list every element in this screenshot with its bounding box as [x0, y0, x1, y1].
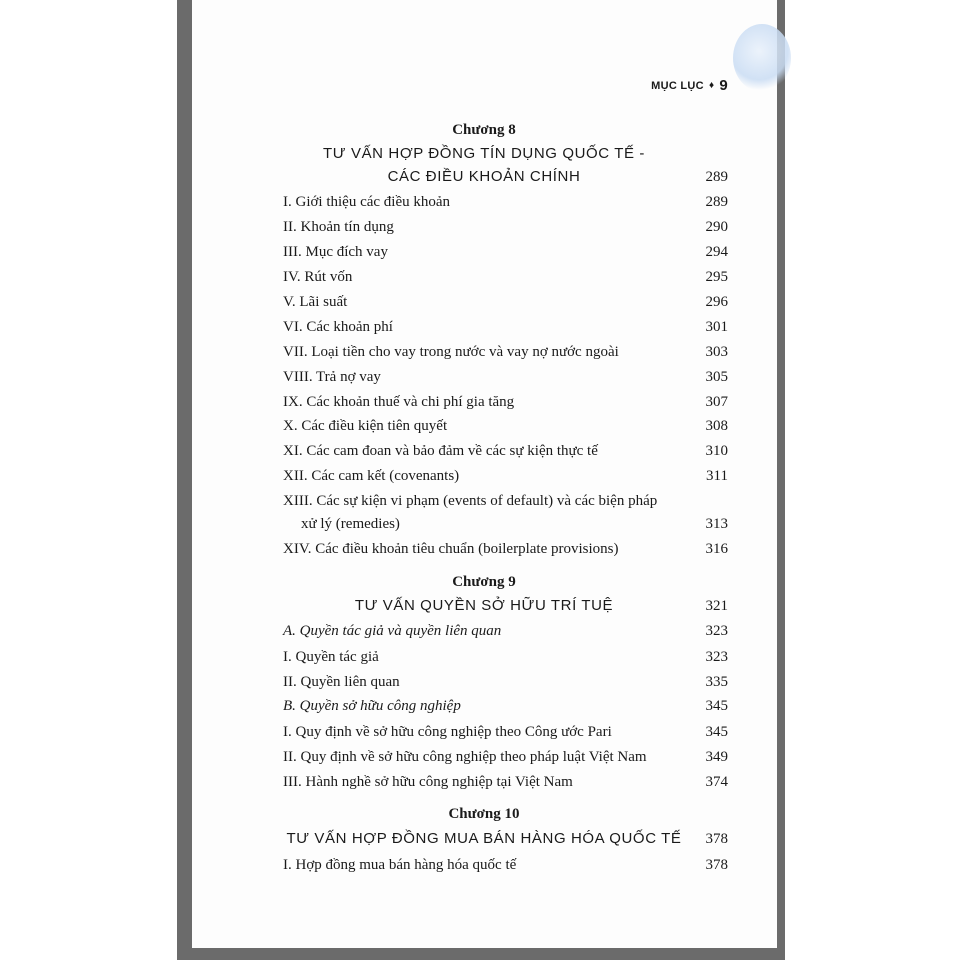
toc-entry-label: IX. Các khoản thuế và chi phí gia tăng: [283, 394, 515, 410]
toc-entry[interactable]: [283, 770, 728, 794]
toc-entry[interactable]: [283, 537, 728, 561]
toc-entry-label: III. Mục đích vay: [283, 244, 388, 260]
toc-page-number: 289: [705, 194, 728, 210]
toc-page-number: 305: [705, 369, 728, 385]
toc-entry-label: A. Quyền tác giả và quyền liên quan: [283, 623, 502, 639]
chapter-heading: [283, 594, 728, 618]
toc-entry[interactable]: [283, 720, 728, 744]
chapter-title: Chương 9: [452, 574, 516, 590]
toc-entry[interactable]: [283, 190, 728, 214]
toc-entry-label: X. Các điều kiện tiên quyết: [283, 418, 448, 434]
toc-entry[interactable]: [283, 489, 728, 513]
toc-entry-label: II. Quy định về sở hữu công nghiệp theo pháp luật Việt Nam: [283, 749, 647, 765]
toc-entry[interactable]: [283, 340, 728, 364]
toc-page-number: 294: [705, 244, 728, 260]
chapter-title: Chương 10: [448, 806, 520, 822]
toc-entry-label: I. Giới thiệu các điều khoản: [283, 194, 451, 210]
toc-entry-label: XIV. Các điều khoản tiêu chuẩn (boilerplate provisions): [283, 541, 619, 557]
toc-page-number: 289: [705, 169, 728, 185]
chapter-heading: [283, 142, 728, 166]
page-number: 9: [719, 77, 728, 94]
toc-entry[interactable]: [283, 694, 728, 718]
toc-entry[interactable]: [283, 290, 728, 314]
toc-page-number: 321: [705, 598, 728, 614]
toc-page-number: 349: [705, 749, 728, 765]
toc-page-number: 378: [705, 831, 728, 847]
toc-entry-label: I. Quyền tác giả: [283, 649, 379, 665]
toc-page-number: 303: [705, 344, 728, 360]
watermark-logo: [733, 24, 791, 92]
toc-page-number: 374: [705, 774, 728, 790]
toc-entry[interactable]: [283, 265, 728, 289]
toc-entry-label: XII. Các cam kết (covenants): [283, 468, 460, 484]
chapter-heading: [283, 165, 728, 189]
toc-page-number: 311: [706, 468, 728, 484]
toc-entry[interactable]: [283, 365, 728, 389]
toc-page-number: 296: [705, 294, 728, 310]
toc-entry-label: I. Hợp đồng mua bán hàng hóa quốc tế: [283, 857, 517, 873]
toc-entry[interactable]: [283, 315, 728, 339]
toc-page-number: 335: [705, 674, 728, 690]
chapter-heading-line: CÁC ĐIỀU KHOẢN CHÍNH: [387, 168, 581, 185]
toc-entry-label: XI. Các cam đoan và bảo đảm về các sự kiện thực tế: [283, 443, 598, 459]
toc-entry-label: V. Lãi suất: [283, 294, 348, 310]
toc-entry-label: I. Quy định về sở hữu công nghiệp theo Công ước Pari: [283, 724, 612, 740]
toc-entry[interactable]: [283, 645, 728, 669]
toc-entry-label: II. Khoản tín dụng: [283, 219, 394, 235]
chapter-heading-line: TƯ VẤN HỢP ĐỒNG TÍN DỤNG QUỐC TẾ -: [323, 145, 645, 162]
toc-page-number: 345: [705, 724, 728, 740]
diamond-icon: ♦: [708, 80, 715, 91]
toc-entry-label: xử lý (remedies): [301, 516, 400, 532]
toc-entry-label: VI. Các khoản phí: [283, 319, 393, 335]
toc-entry-label: VIII. Trả nợ vay: [283, 369, 381, 385]
chapter-heading: [283, 827, 728, 851]
toc-entry[interactable]: [283, 439, 728, 463]
toc-entry[interactable]: [283, 240, 728, 264]
toc-entry[interactable]: [283, 464, 728, 488]
chapter-title: Chương 8: [452, 122, 516, 138]
chapter-heading-line: TƯ VẤN QUYỀN SỞ HỮU TRÍ TUỆ: [354, 597, 614, 614]
toc-page-number: 316: [705, 541, 728, 557]
toc-entry[interactable]: [283, 512, 728, 536]
toc-entry-label: B. Quyền sở hữu công nghiệp: [283, 698, 461, 714]
toc-page-number: 313: [705, 516, 728, 532]
toc-entry[interactable]: [283, 619, 728, 643]
toc-entry-label: XIII. Các sự kiện vi phạm (events of default) và các biện pháp: [283, 493, 658, 509]
toc-page-number: 323: [705, 623, 728, 639]
toc-page-number: 323: [705, 649, 728, 665]
toc-entry[interactable]: [283, 853, 728, 877]
toc-page-number: 301: [705, 319, 728, 335]
toc-entry-label: VII. Loại tiền cho vay trong nước và vay nợ nước ngoài: [283, 344, 619, 360]
toc-page-number: 290: [705, 219, 728, 235]
toc-page-number: 308: [705, 418, 728, 434]
toc-entry[interactable]: [283, 670, 728, 694]
toc-entry[interactable]: [283, 390, 728, 414]
chapter-heading-line: TƯ VẤN HỢP ĐỒNG MUA BÁN HÀNG HÓA QUỐC TẾ: [286, 830, 682, 847]
toc-page-number: 307: [705, 394, 728, 410]
toc-entry-label: II. Quyền liên quan: [283, 674, 400, 690]
running-head: [651, 77, 728, 94]
section-title: MỤC LỤC: [651, 79, 704, 92]
toc-entry[interactable]: [283, 414, 728, 438]
toc-page-number: 345: [705, 698, 728, 714]
toc-entry-label: IV. Rút vốn: [283, 269, 353, 285]
toc-entry[interactable]: [283, 745, 728, 769]
toc-page-number: 295: [705, 269, 728, 285]
toc-page-number: 378: [705, 857, 728, 873]
toc-entry-label: III. Hành nghề sở hữu công nghiệp tại Việt Nam: [283, 774, 573, 790]
toc-page-number: 310: [705, 443, 728, 459]
toc-entry[interactable]: [283, 215, 728, 239]
